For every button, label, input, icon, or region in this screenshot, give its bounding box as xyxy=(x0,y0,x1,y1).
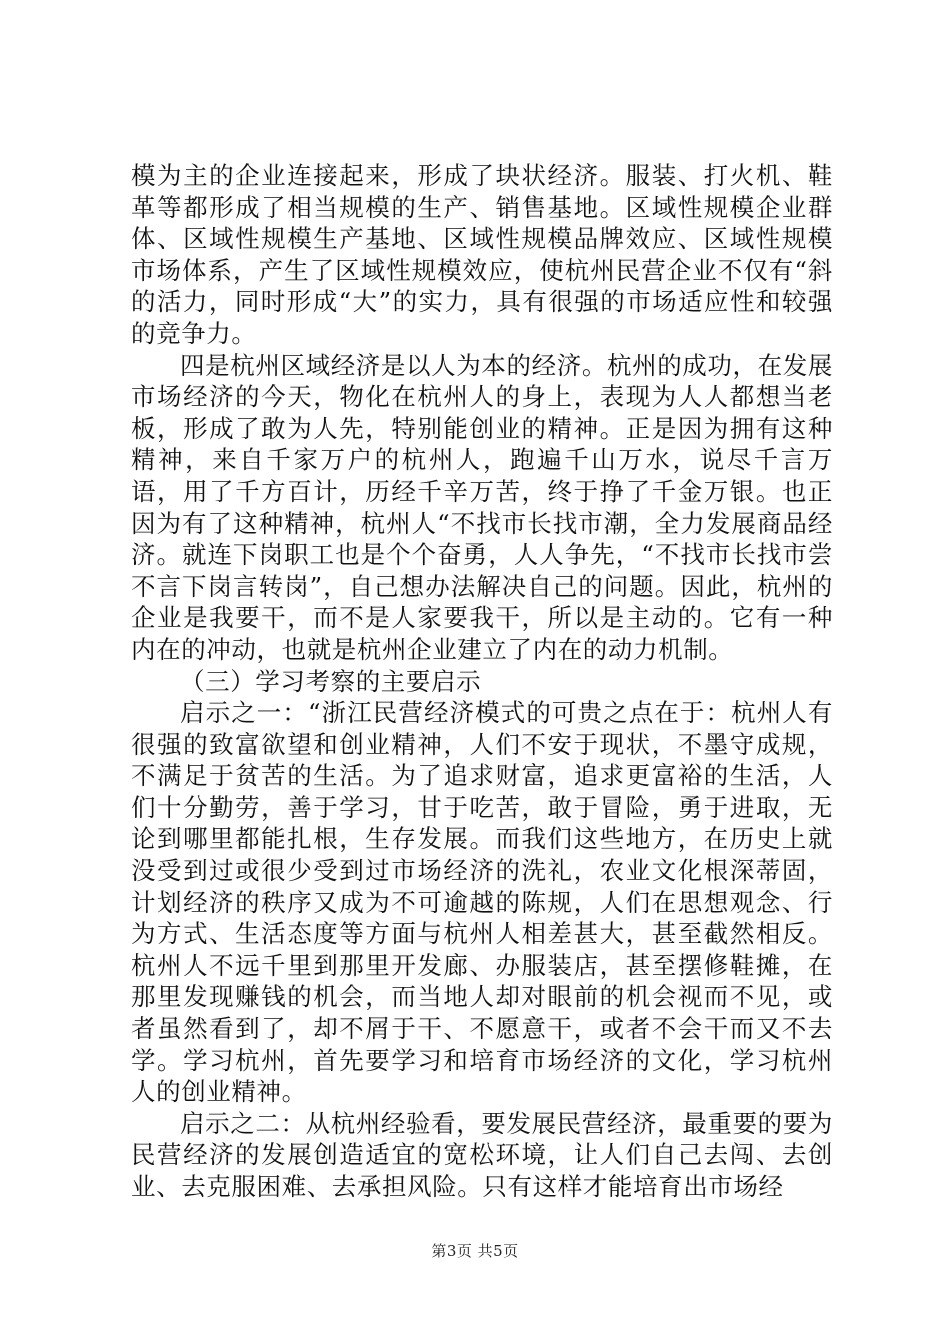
section-heading: （三）学习考察的主要启示 xyxy=(180,666,482,696)
paragraph-1: 模为主的企业连接起来，形成了块状经济。服装、打火机、鞋革等都形成了相当规模的生产、销售基地。区域性规模企业群体、区域性规模生产基地、区域性规模品牌效应、区域性规模市场体系，产生了区域性规模效应，使杭州民营企业不仅有“斜的活力，同时形成“大”的实力，具有很强的市场适应性和较强的竞争力。 xyxy=(131,161,833,348)
body-text xyxy=(131,160,833,1203)
page-number: 第3页 共5页 xyxy=(431,1242,519,1260)
paragraph-3: 启示之一：“浙江民营经济模式的可贵之点在于：杭州人有很强的致富欲望和创业精神，人们不安于现状，不墨守成规，不满足于贫苦的生活。为了追求财富，追求更富裕的生活，人们十分勤劳，善于学习，甘于吃苦，敢于冒险，勇于进取，无论到哪里都能扎根，生存发展。而我们这些地方，在历史上就没受到过或很少受到过市场经济的洗礼，农业文化根深蒂固，计划经济的秩序又成为不可逾越的陈规，人们在思想观念、行为方式、生活态度等方面与杭州人相差甚大，甚至截然相反。杭州人不远千里到那里开发廊、办服装店，甚至摆修鞋摊，在那里发现赚钱的机会，而当地人却对眼前的机会视而不见，或者虽然看到了，却不屑于干、不愿意干，或者不会干而又不去学。学习杭州，首先要学习和培育市场经济的文化，学习杭州人的创业精神。 xyxy=(131,698,833,1107)
page-footer xyxy=(0,1240,950,1261)
paragraph-2: 四是杭州区域经济是以人为本的经济。杭州的成功，在发展市场经济的今天，物化在杭州人的身上，表现为人人都想当老板，形成了敢为人先，特别能创业的精神。正是因为拥有这种精神，来自千家万户的杭州人，跑遍千山万水，说尽千言万语，用了千方百计，历经千辛万苦，终于挣了千金万银。也正因为有了这种精神，杭州人“不找市长找市潮，全力发展商品经济。就连下岗职工也是个个奋勇，人人争先，“不找市长找市尝不言下岗言转岗”，自己想办法解决自己的问题。因此，杭州的企业是我要干，而不是人家要我干，所以是主动的。它有一种内在的冲动，也就是杭州企业建立了内在的动力机制。 xyxy=(131,350,833,664)
paragraph-4: 启示之二：从杭州经验看，要发展民营经济，最重要的要为民营经济的发展创造适宜的宽松环境，让人们自己去闯、去创业、去克服困难、去承担风险。只有这样才能培育出市场经 xyxy=(131,1108,833,1201)
